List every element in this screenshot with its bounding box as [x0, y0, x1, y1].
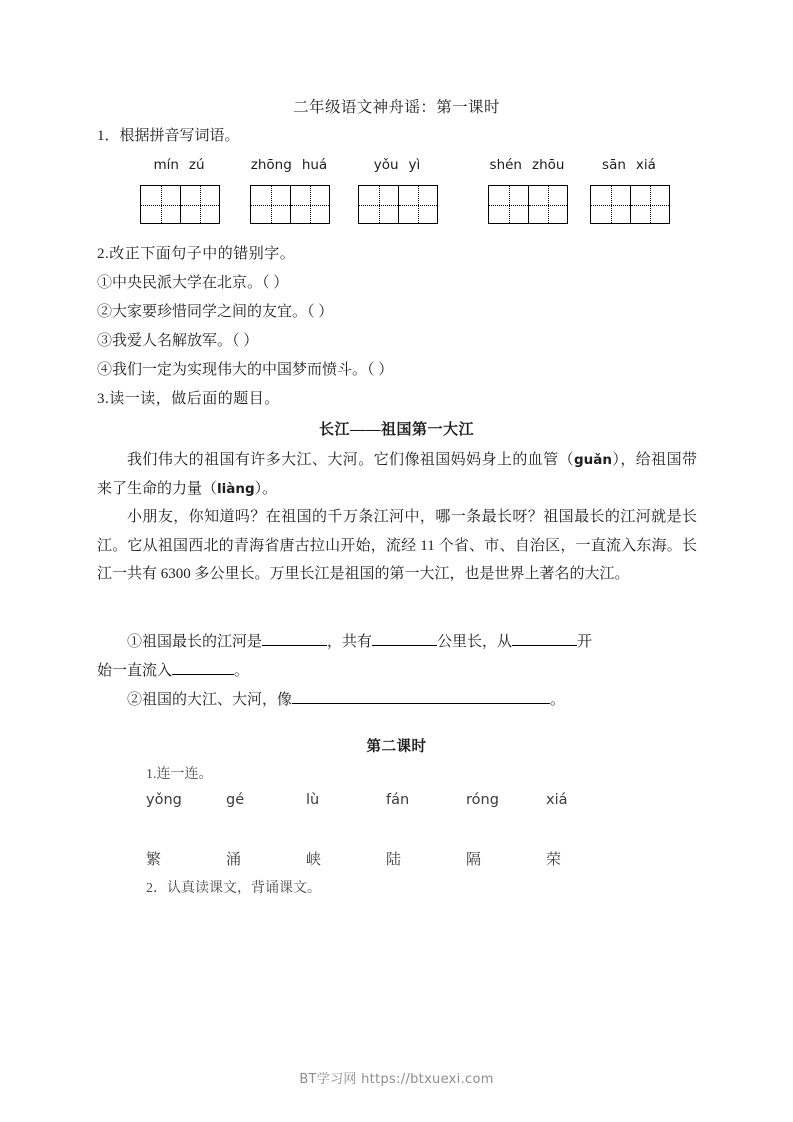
- passage-question-1: [97, 628, 697, 657]
- lesson-2-exercise-1-label: 1.连一连。: [146, 767, 213, 782]
- tianzige-cell[interactable]: [489, 186, 528, 223]
- match-hanzi-item[interactable]: 涌: [226, 852, 242, 868]
- pinyin-syllable: sān: [602, 157, 626, 173]
- pinyin-syllable: zhōu: [531, 157, 565, 173]
- question-text: 始一直流入: [97, 663, 173, 679]
- tianzige-cell[interactable]: [359, 186, 398, 223]
- passage-paragraph-2: 小朋友，你知道吗？在祖国的千万条江河中，哪一条最长呀？祖国最长的江河就是长江。它从祖国西北的青海省唐古拉山开始，流经 11 个省、市、自治区，一直流入东海。长江一共有 6300 多公里长。万里长江是祖国的第一大江，也是世界上著名的大江。: [97, 509, 697, 582]
- tianzige-cell[interactable]: [251, 186, 290, 223]
- exercise-1-label: 1．根据拼音写词语。: [97, 128, 240, 144]
- match-hanzi-item[interactable]: 峡: [306, 852, 322, 868]
- question-text: ①祖国最长的江河是: [127, 634, 263, 650]
- pinyin-label-1: [140, 157, 218, 173]
- match-hanzi-item[interactable]: 陆: [386, 852, 402, 868]
- match-hanzi-item[interactable]: 隔: [466, 852, 482, 868]
- lesson-2-title: 第二课时: [366, 739, 427, 755]
- exercise-2-item-3: ③我爱人名解放军。（ ）: [97, 333, 259, 349]
- pinyin-syllable: huá: [301, 157, 328, 173]
- question-text: 。: [550, 692, 566, 708]
- pinyin-syllable: yǒu: [373, 157, 399, 173]
- pinyin-gloss-guan: guǎn: [574, 452, 612, 468]
- answer-blank-2[interactable]: [372, 645, 437, 646]
- answer-blank-4[interactable]: [172, 674, 234, 675]
- match-pinyin-item[interactable]: róng: [466, 792, 499, 808]
- pinyin-label-4: [488, 157, 566, 173]
- pinyin-syllable: mín: [153, 157, 179, 173]
- pinyin-syllable: yì: [408, 157, 421, 173]
- pinyin-label-5: [590, 157, 668, 173]
- pinyin-label-2: [250, 157, 328, 173]
- answer-blank-5[interactable]: [292, 703, 550, 704]
- exercise-2-item-4: ④我们一定为实现伟大的中国梦而愤斗。（ ）: [97, 362, 394, 378]
- question-text: ，共有: [327, 634, 373, 650]
- match-hanzi-item[interactable]: 繁: [146, 852, 162, 868]
- tianzige-grid-1[interactable]: [140, 185, 220, 224]
- match-pinyin-item[interactable]: lù: [306, 792, 320, 808]
- match-hanzi-item[interactable]: 荣: [546, 852, 562, 868]
- answer-blank-3[interactable]: [512, 645, 577, 646]
- lesson-2-exercise-2-label: 2．认真读课文，背诵课文。: [146, 881, 321, 896]
- tianzige-grid-3[interactable]: [358, 185, 438, 224]
- tianzige-grid-2[interactable]: [250, 185, 330, 224]
- tianzige-cell[interactable]: [290, 186, 329, 223]
- match-pinyin-item[interactable]: yǒng: [146, 792, 182, 808]
- match-pinyin-item[interactable]: fán: [386, 792, 410, 808]
- tianzige-cell[interactable]: [398, 186, 437, 223]
- passage-text: ），给祖国带来了生命的力量（: [97, 452, 697, 497]
- pinyin-gloss-liang: liàng: [217, 480, 255, 497]
- passage-text: 我们伟大的祖国有许多大江、大河。它们像祖国妈妈身上的血管（: [127, 452, 574, 468]
- pinyin-syllable: zhōng: [250, 157, 292, 173]
- tianzige-cell[interactable]: [141, 186, 180, 223]
- footer-watermark: BT学习网 https://btxuexi.com: [299, 1072, 494, 1087]
- pinyin-syllable: shén: [489, 157, 522, 173]
- pinyin-syllable: zú: [188, 157, 205, 173]
- passage-text: ）。: [254, 480, 278, 497]
- passage-question-1-cont: [97, 657, 697, 686]
- passage-title: 长江——祖国第一大江: [318, 422, 474, 438]
- page-title: 二年级语文神舟谣：第一课时: [293, 99, 500, 116]
- passage-paragraph-1: [97, 446, 697, 503]
- tianzige-cell[interactable]: [630, 186, 669, 223]
- exercise-2-item-2: ②大家要珍惜同学之间的友宜。（ ）: [97, 304, 334, 320]
- question-text: 公里长，从: [437, 634, 513, 650]
- matching-hanzi-row: [146, 848, 626, 869]
- answer-blank-1[interactable]: [262, 645, 327, 646]
- passage-question-2: [97, 686, 697, 715]
- pinyin-label-3: [358, 157, 436, 173]
- exercise-2-label: 2.改正下面句子中的错别字。: [97, 246, 296, 262]
- exercise-2-item-1: ①中央民派大学在北京。（ ）: [97, 275, 289, 291]
- tianzige-cell[interactable]: [591, 186, 630, 223]
- question-text: ②祖国的大江、大河，像: [127, 692, 293, 708]
- matching-pinyin-row: [146, 792, 626, 808]
- match-pinyin-item[interactable]: gé: [226, 792, 245, 808]
- tianzige-grid-5[interactable]: [590, 185, 670, 224]
- tianzige-cell[interactable]: [528, 186, 567, 223]
- tianzige-grid-4[interactable]: [488, 185, 568, 224]
- tianzige-cell[interactable]: [180, 186, 219, 223]
- exercise-3-label: 3.读一读，做后面的题目。: [97, 391, 280, 407]
- question-text: 开: [577, 634, 593, 650]
- match-pinyin-item[interactable]: xiá: [546, 792, 568, 808]
- question-text: 。: [234, 663, 250, 679]
- pinyin-syllable: xiá: [635, 157, 656, 173]
